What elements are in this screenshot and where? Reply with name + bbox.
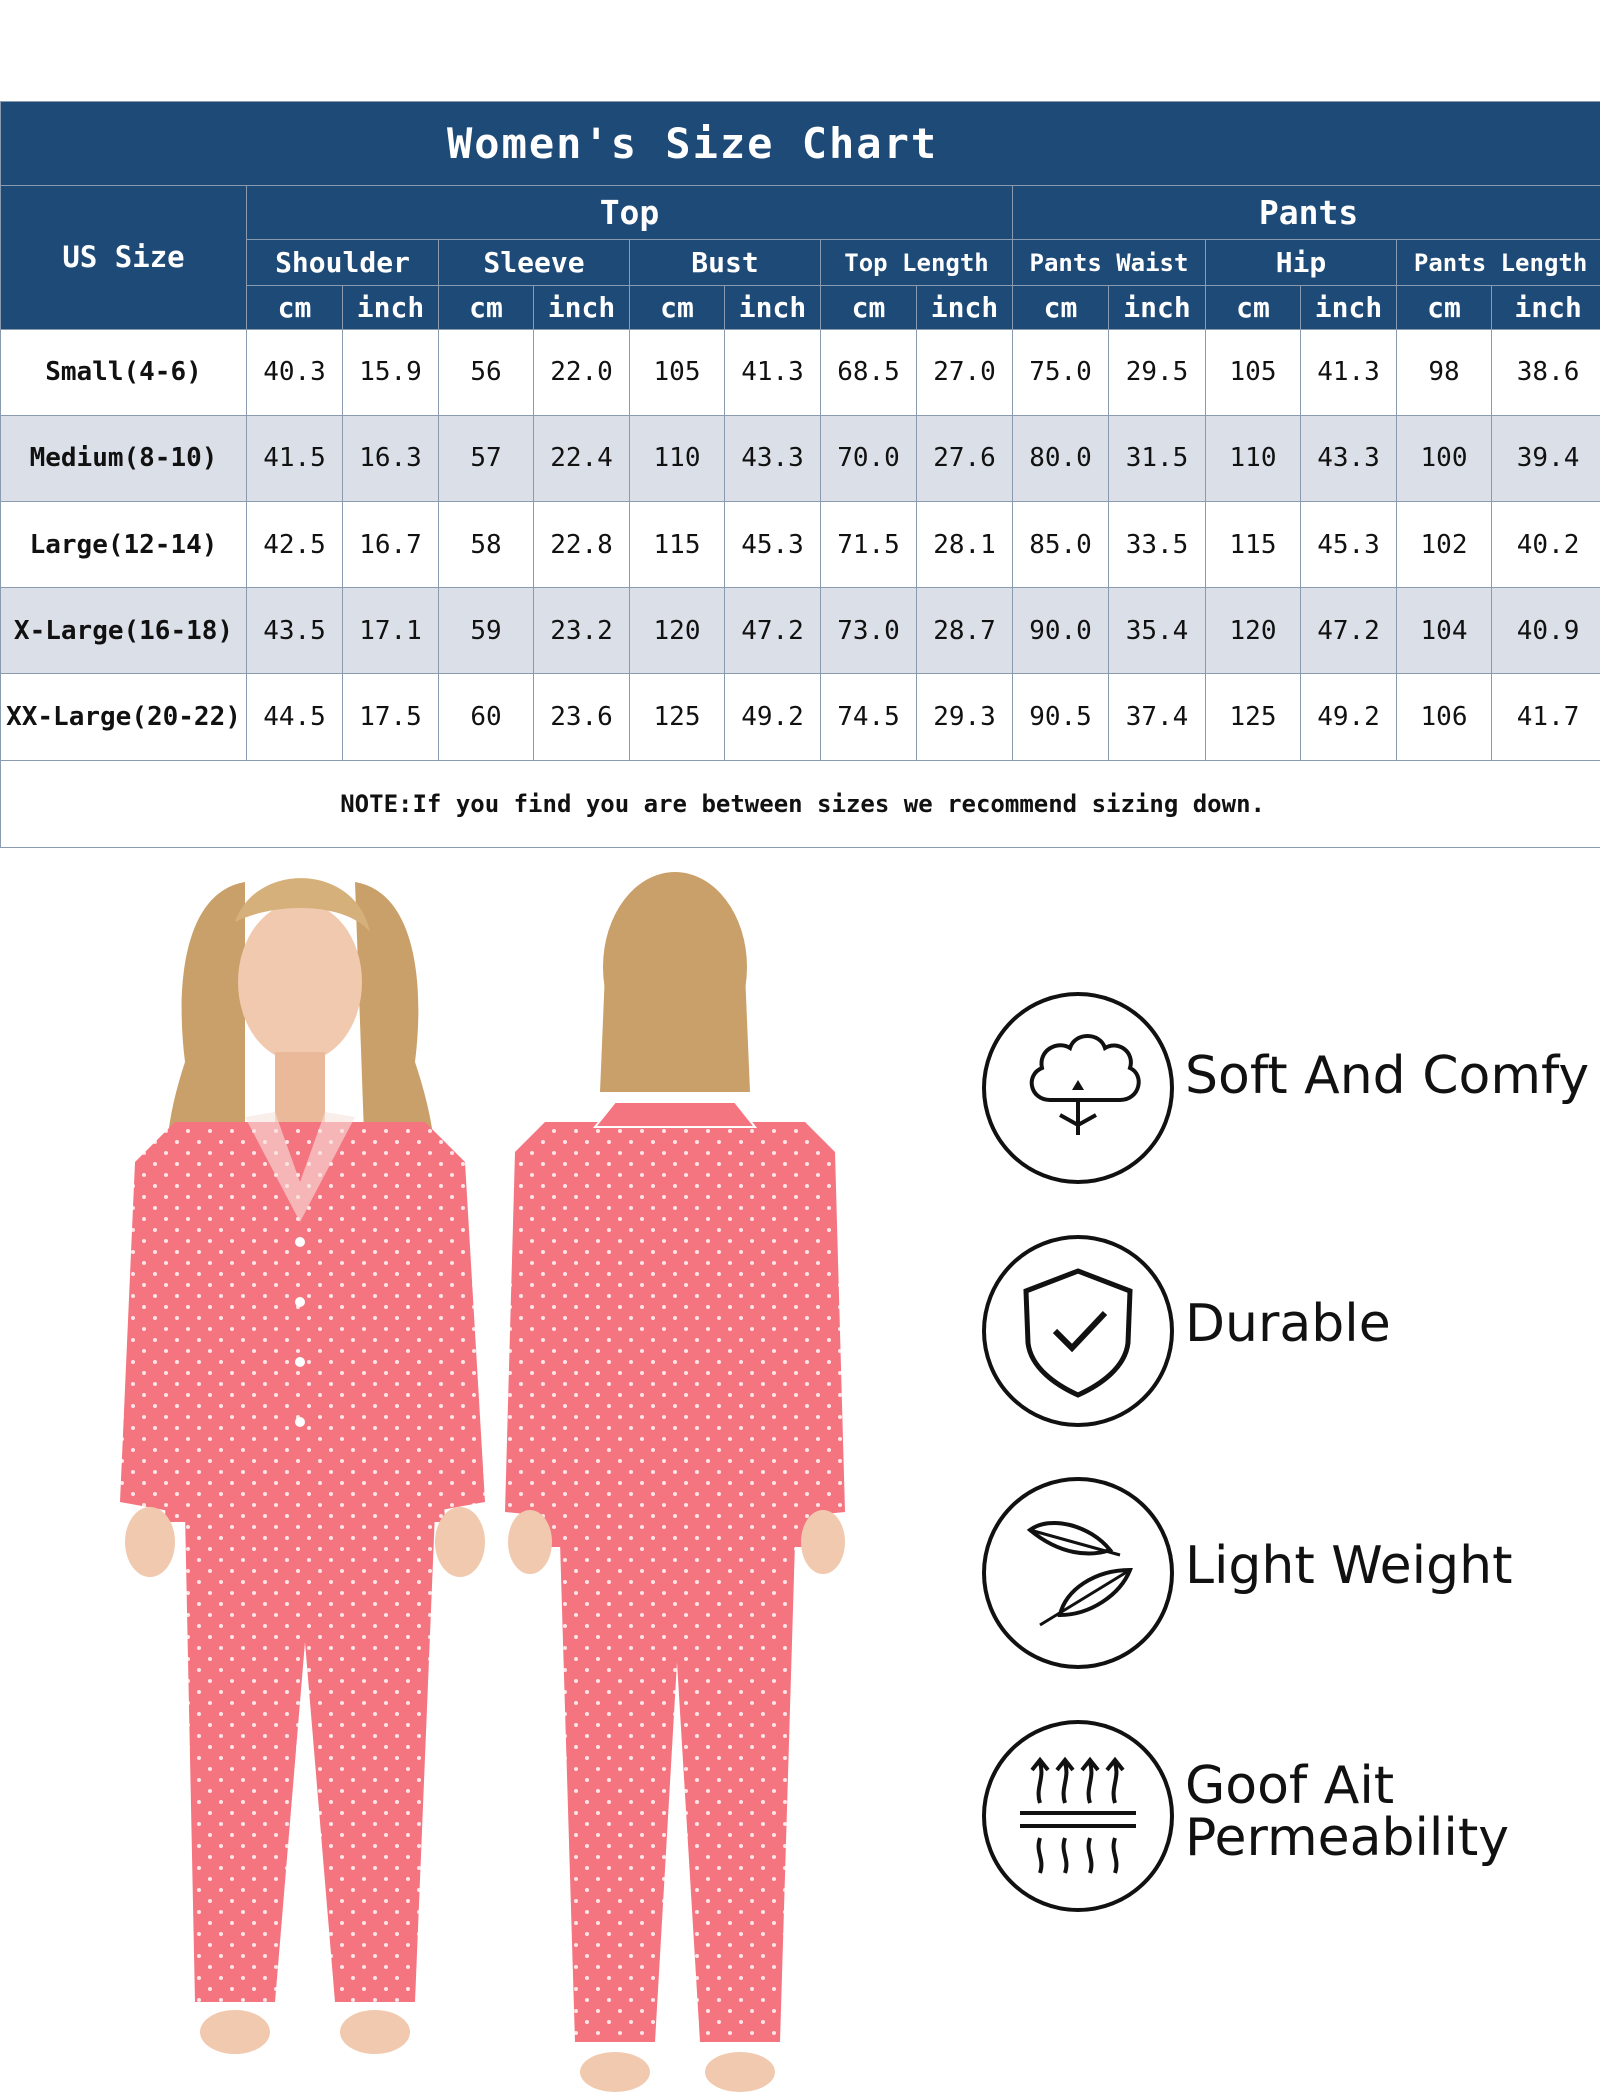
size-label: XX-Large(20-22): [1, 674, 247, 760]
measurement-cell: 40.9: [1492, 588, 1600, 674]
size-chart-table: [0, 101, 1600, 848]
measurement-cell: 43.5: [247, 588, 343, 674]
unit-header-4: cm: [630, 286, 725, 329]
measurement-cell: 31.5: [1109, 415, 1206, 501]
measurement-cell: 75.0: [1013, 329, 1109, 415]
size-rows: [1, 329, 1600, 760]
measurement-cell: 37.4: [1109, 674, 1206, 760]
measurement-cell: 43.3: [1301, 415, 1397, 501]
measurement-cell: 105: [1206, 329, 1301, 415]
size-label: Large(12-14): [1, 502, 247, 588]
feature-durable: [960, 1233, 1600, 1433]
unit-header-0: cm: [247, 286, 343, 329]
top-group-header: Top: [247, 186, 1013, 240]
measurement-cell: 27.0: [917, 329, 1013, 415]
measure-header-hip: Hip: [1206, 240, 1397, 286]
sizing-note: NOTE:If you find you are between sizes we recommend sizing down.: [1, 760, 1600, 847]
table-row: [1, 329, 1600, 415]
measurement-cell: 38.6: [1492, 329, 1600, 415]
measurement-cell: 104: [1397, 588, 1492, 674]
feature-label: Goof Ait Permeability: [1185, 1756, 1509, 1868]
measurement-cell: 106: [1397, 674, 1492, 760]
feature-label: Soft And Comfy: [1185, 1046, 1590, 1106]
measurement-cell: 47.2: [725, 588, 821, 674]
feature-lightweight: [960, 1475, 1600, 1675]
measurement-cell: 68.5: [821, 329, 917, 415]
table-row: [1, 502, 1600, 588]
measurement-cell: 35.4: [1109, 588, 1206, 674]
measurement-cell: 70.0: [821, 415, 917, 501]
measurement-cell: 80.0: [1013, 415, 1109, 501]
feature-list: [960, 960, 1600, 1920]
measure-header-shoulder: Shoulder: [247, 240, 439, 286]
measurement-cell: 120: [630, 588, 725, 674]
size-chart: [0, 101, 1600, 848]
unit-header-12: cm: [1397, 286, 1492, 329]
measurement-cell: 98: [1397, 329, 1492, 415]
size-label: X-Large(16-18): [1, 588, 247, 674]
table-row: [1, 588, 1600, 674]
measurement-cell: 23.2: [534, 588, 630, 674]
unit-header-10: cm: [1206, 286, 1301, 329]
measure-header-top-length: Top Length: [821, 240, 1013, 286]
measurement-cell: 74.5: [821, 674, 917, 760]
unit-header-8: cm: [1013, 286, 1109, 329]
unit-header-6: cm: [821, 286, 917, 329]
measurement-cell: 60: [439, 674, 534, 760]
feature-breathable: [960, 1718, 1600, 1918]
measurement-cell: 29.5: [1109, 329, 1206, 415]
feature-label: Light Weight: [1185, 1536, 1513, 1596]
shield-check-icon: [980, 1233, 1176, 1429]
measurement-cell: 57: [439, 415, 534, 501]
measurement-cell: 90.0: [1013, 588, 1109, 674]
measurement-cell: 45.3: [725, 502, 821, 588]
measurement-cell: 39.4: [1492, 415, 1600, 501]
measure-header-pants-waist: Pants Waist: [1013, 240, 1206, 286]
table-row: [1, 674, 1600, 760]
measurement-cell: 110: [1206, 415, 1301, 501]
unit-header-2: cm: [439, 286, 534, 329]
model-front-photo: [95, 862, 515, 2100]
measurement-cell: 42.5: [247, 502, 343, 588]
table-row: [1, 415, 1600, 501]
measurement-cell: 23.6: [534, 674, 630, 760]
unit-header-11: inch: [1301, 286, 1397, 329]
measurement-cell: 40.2: [1492, 502, 1600, 588]
measurement-cell: 44.5: [247, 674, 343, 760]
measurement-cell: 56: [439, 329, 534, 415]
product-photos: [0, 862, 960, 2100]
us-size-header: US Size: [1, 186, 247, 329]
measurement-cell: 115: [1206, 502, 1301, 588]
measurement-cell: 15.9: [343, 329, 439, 415]
measure-header-sleeve: Sleeve: [439, 240, 630, 286]
measurement-cell: 125: [1206, 674, 1301, 760]
measurement-cell: 100: [1397, 415, 1492, 501]
feature-label: Durable: [1185, 1294, 1391, 1354]
measurement-cell: 16.7: [343, 502, 439, 588]
unit-header-5: inch: [725, 286, 821, 329]
unit-header-7: inch: [917, 286, 1013, 329]
measurement-cell: 49.2: [725, 674, 821, 760]
measurement-cell: 28.1: [917, 502, 1013, 588]
measurement-cell: 17.1: [343, 588, 439, 674]
measurement-cell: 125: [630, 674, 725, 760]
measurement-cell: 105: [630, 329, 725, 415]
measurement-cell: 40.3: [247, 329, 343, 415]
measurement-cell: 120: [1206, 588, 1301, 674]
measurement-cell: 41.7: [1492, 674, 1600, 760]
feature-soft: [960, 990, 1600, 1190]
size-label: Small(4-6): [1, 329, 247, 415]
measurement-cell: 27.6: [917, 415, 1013, 501]
measurement-cell: 22.0: [534, 329, 630, 415]
measurement-cell: 33.5: [1109, 502, 1206, 588]
measurement-cell: 110: [630, 415, 725, 501]
measurement-cell: 71.5: [821, 502, 917, 588]
measurement-cell: 45.3: [1301, 502, 1397, 588]
unit-header-1: inch: [343, 286, 439, 329]
measurement-cell: 47.2: [1301, 588, 1397, 674]
measurement-cell: 41.3: [725, 329, 821, 415]
measurement-cell: 28.7: [917, 588, 1013, 674]
unit-header-9: inch: [1109, 286, 1206, 329]
measurement-cell: 49.2: [1301, 674, 1397, 760]
measurement-cell: 90.5: [1013, 674, 1109, 760]
unit-header-13: inch: [1492, 286, 1600, 329]
unit-header-3: inch: [534, 286, 630, 329]
measurement-cell: 58: [439, 502, 534, 588]
cotton-icon: [980, 990, 1176, 1186]
measurement-cell: 22.4: [534, 415, 630, 501]
measurement-cell: 41.5: [247, 415, 343, 501]
measure-header-pants-length: Pants Length: [1397, 240, 1600, 286]
measurement-cell: 16.3: [343, 415, 439, 501]
measure-header-bust: Bust: [630, 240, 821, 286]
measurement-cell: 22.8: [534, 502, 630, 588]
measurement-cell: 115: [630, 502, 725, 588]
measurement-cell: 73.0: [821, 588, 917, 674]
air-permeability-icon: [980, 1718, 1176, 1914]
measurement-cell: 59: [439, 588, 534, 674]
measurement-cell: 102: [1397, 502, 1492, 588]
feather-icon: [980, 1475, 1176, 1671]
measurement-cell: 43.3: [725, 415, 821, 501]
measurement-cell: 41.3: [1301, 329, 1397, 415]
chart-title: Women's Size Chart: [1, 102, 1600, 186]
measurement-cell: 29.3: [917, 674, 1013, 760]
size-label: Medium(8-10): [1, 415, 247, 501]
model-back-photo: [505, 862, 845, 2100]
measurement-cell: 17.5: [343, 674, 439, 760]
pants-group-header: Pants: [1013, 186, 1600, 240]
measurement-cell: 85.0: [1013, 502, 1109, 588]
